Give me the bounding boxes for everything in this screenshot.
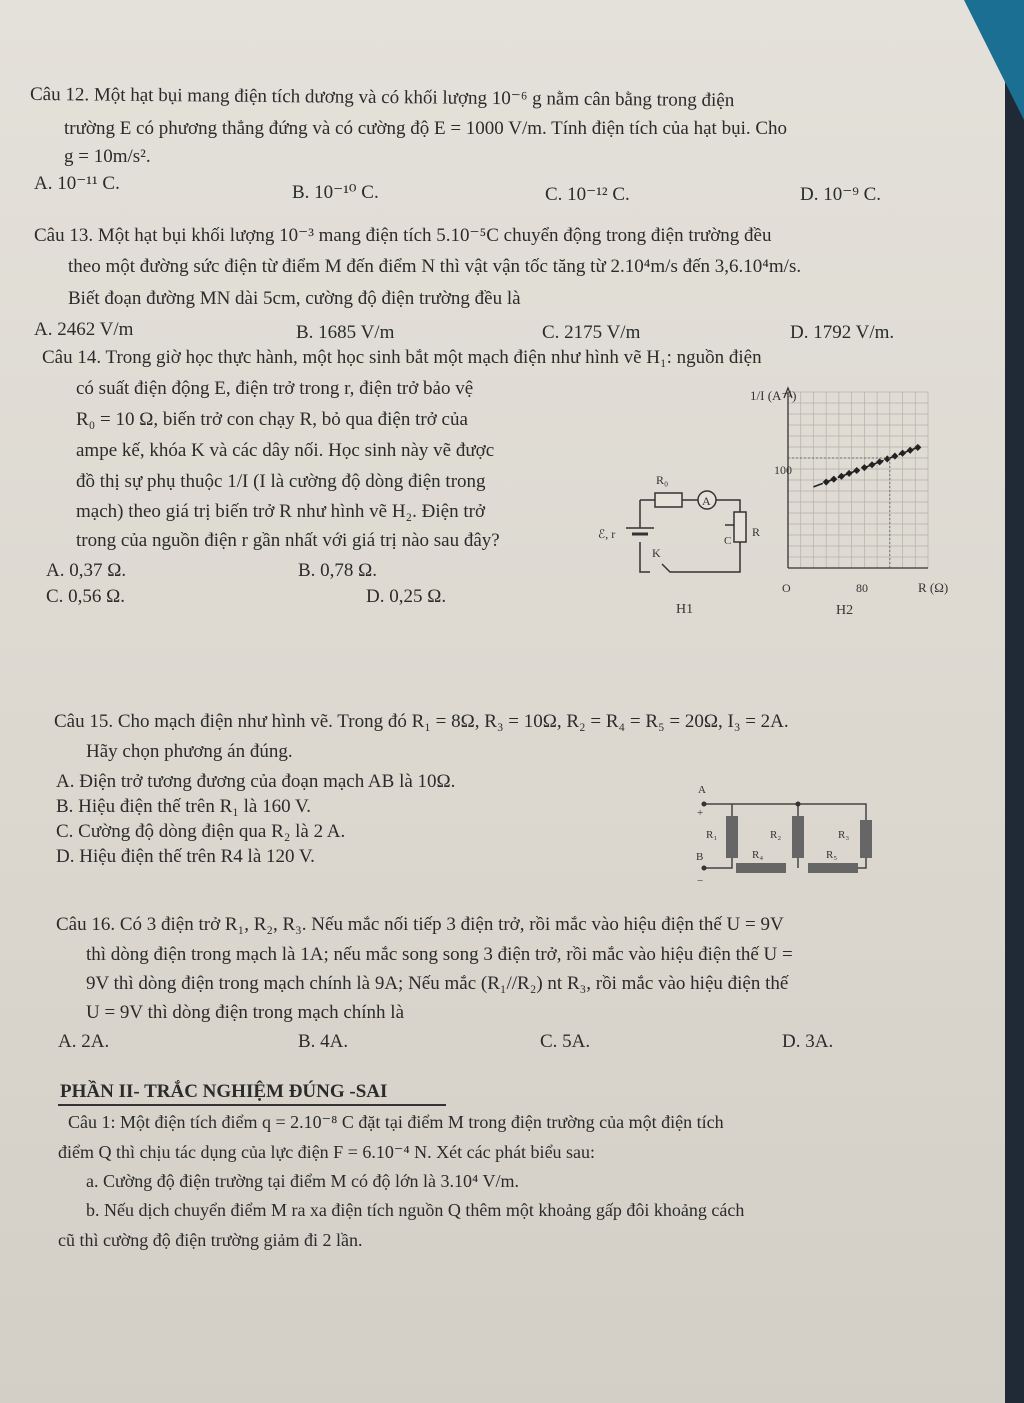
circuit-q15-figure	[688, 780, 888, 890]
q14-option-b: B. 0,78 Ω.	[298, 560, 378, 581]
q16-line3: 9V thì dòng điện trong mạch chính là 9A; Nếu mắc (R₁//R₂) nt R₃, rồi mắc vào hiệu điện thế	[86, 973, 789, 994]
data-point	[830, 476, 837, 483]
q13-line1: Câu 13. Một hạt bụi khối lượng 10⁻³ mang điện tích 5.10⁻⁵C chuyển động trong điện trường đều	[34, 225, 772, 246]
q13-option-c: C. 2175 V/m	[542, 322, 641, 343]
part2-q1-statement-b2: cũ thì cường độ điện trường giảm đi 2 lần.	[58, 1230, 363, 1250]
q12-option-b: B. 10⁻¹⁰ C.	[292, 182, 379, 203]
h1-rheostat-label: R	[752, 525, 761, 539]
q16-option-c: C. 5A.	[540, 1031, 591, 1052]
q12-line3: g = 10m/s².	[64, 146, 151, 167]
q12-line1: Câu 12. Một hạt bụi mang điện tích dương và có khối lượng 10⁻⁶ g nằm cân bằng trong điện	[29, 83, 735, 112]
q15-line1: Câu 15. Cho mạch điện như hình vẽ. Trong đó R₁ = 8Ω, R₃ = 10Ω, R₂ = R₄ = R₅ = 20Ω, I₃ = 2A.	[54, 711, 789, 732]
data-point	[899, 450, 906, 457]
graph-grid	[788, 392, 928, 568]
h2-origin: O	[782, 581, 791, 595]
part2-q1-line1: Câu 1: Một điện tích điểm q = 2.10⁻⁸ C đặt tại điểm M trong điện trường của một điện tích	[68, 1112, 724, 1132]
part2-heading: PHẦN II- TRẮC NGHIỆM ĐÚNG -SAI	[60, 1081, 388, 1102]
data-point	[907, 447, 914, 454]
q14-line6: mạch) theo giá trị biến trở R như hình vẽ H₂. Điện trở	[76, 501, 486, 522]
graph-h2-figure	[748, 370, 978, 630]
q14-line3: R₀ = 10 Ω, biến trở con chạy R, bỏ qua điện trở của	[76, 409, 468, 430]
q15-fig-r2: R₂	[770, 829, 782, 841]
q12-option-a: A. 10⁻¹¹ C.	[34, 173, 120, 194]
q15-fig-plus: +	[697, 807, 704, 819]
h1-r0-label: R₀	[656, 473, 669, 487]
q12-option-d: D. 10⁻⁹ C.	[800, 184, 882, 205]
q14-line7: trong của nguồn điện r gần nhất với giá trị nào sau đây?	[76, 530, 500, 551]
q14-option-d: D. 0,25 Ω.	[366, 586, 447, 607]
data-point	[823, 479, 830, 486]
h1-slider-label: C	[724, 535, 732, 547]
q16-option-a: A. 2A.	[58, 1031, 110, 1052]
q15-option-d: D. Hiệu điện thế trên R4 là 120 V.	[56, 846, 315, 867]
q14-option-a: A. 0,37 Ω.	[46, 560, 127, 581]
data-point	[853, 467, 860, 474]
q15-fig-r1: R₁	[706, 829, 718, 841]
h1-source-label: ℰ, r	[598, 527, 616, 541]
h1-caption: H1	[676, 602, 694, 617]
data-point	[891, 453, 898, 460]
h1-ammeter-label: A	[702, 494, 711, 508]
q15-option-b: B. Hiệu điện thế trên R₁ là 160 V.	[56, 796, 312, 817]
q13-line2: theo một đường sức điện từ điểm M đến điểm N thì vật vận tốc tăng từ 2.10⁴m/s đến 3,6.10⁴m/s.	[68, 256, 802, 277]
q14-line2: có suất điện động E, điện trở trong r, điện trở bảo vệ	[76, 378, 474, 399]
h2-xtick: 80	[856, 581, 868, 595]
part2-q1-statement-a: a. Cường độ điện trường tại điểm M có độ lớn là 3.10⁴ V/m.	[86, 1171, 519, 1191]
h2-ylabel: 1/I (A⁻¹)	[750, 388, 797, 403]
q15-option-a: A. Điện trở tương đương của đoạn mạch AB là 10Ω.	[56, 771, 456, 792]
q12-line2: trường E có phương thẳng đứng và có cường độ E = 1000 V/m. Tính điện tích của hạt bụi. Cho	[64, 118, 788, 139]
q14-line5: đồ thị sự phụ thuộc 1/I (I là cường độ dòng điện trong	[76, 471, 486, 492]
q15-fig-r4: R₄	[752, 849, 764, 861]
part2-q1-statement-b1: b. Nếu dịch chuyển điểm M ra xa điện tích nguồn Q thêm một khoảng gấp đôi khoảng cách	[86, 1200, 745, 1220]
q14-line4: ampe kế, khóa K và các dây nối. Học sinh này vẽ được	[76, 440, 495, 461]
q15-fig-r3: R₃	[838, 829, 850, 841]
h1-switch-label: K	[652, 546, 661, 560]
q13-option-b: B. 1685 V/m	[296, 322, 395, 343]
data-line	[813, 446, 921, 487]
q15-fig-minus: −	[697, 875, 704, 887]
q15-line2: Hãy chọn phương án đúng.	[86, 741, 293, 762]
q15-fig-a: A	[698, 784, 706, 796]
q16-line4: U = 9V thì dòng điện trong mạch chính là	[86, 1002, 405, 1023]
binder-clip-corner	[964, 0, 1024, 120]
q13-option-d: D. 1792 V/m.	[790, 322, 895, 343]
q16-line2: thì dòng điện trong mạch là 1A; nếu mắc song song 3 điện trở, rồi mắc vào hiệu điện thế U =	[86, 944, 793, 965]
h2-ytick: 100	[774, 463, 792, 477]
data-point	[868, 461, 875, 468]
part2-q1-line2: điểm Q thì chịu tác dụng của lực điện F = 6.10⁻⁴ N. Xét các phát biểu sau:	[58, 1142, 596, 1162]
q16-option-b: B. 4A.	[298, 1031, 349, 1052]
q13-option-a: A. 2462 V/m	[34, 319, 134, 340]
h2-xlabel: R (Ω)	[918, 580, 949, 595]
part2-heading-underline	[58, 1104, 446, 1106]
q15-fig-r5: R₅	[826, 849, 838, 861]
q15-option-c: C. Cường độ dòng điện qua R₂ là 2 A.	[56, 821, 346, 842]
q14-option-c: C. 0,56 Ω.	[46, 586, 126, 607]
q13-line3: Biết đoạn đường MN dài 5cm, cường độ điện trường đều là	[68, 288, 521, 309]
q16-line1: Câu 16. Có 3 điện trở R₁, R₂, R₃. Nếu mắc nối tiếp 3 điện trở, rồi mắc vào hiệu điện thế U = 9V	[56, 914, 784, 935]
data-point	[861, 464, 868, 471]
q16-option-d: D. 3A.	[782, 1031, 834, 1052]
q14-line1: Câu 14. Trong giờ học thực hành, một học sinh bắt một mạch điện như hình vẽ H₁: nguồn điện	[42, 347, 762, 368]
q12-option-c: C. 10⁻¹² C.	[545, 184, 630, 205]
h2-caption: H2	[836, 603, 854, 618]
q15-fig-b: B	[696, 851, 704, 863]
